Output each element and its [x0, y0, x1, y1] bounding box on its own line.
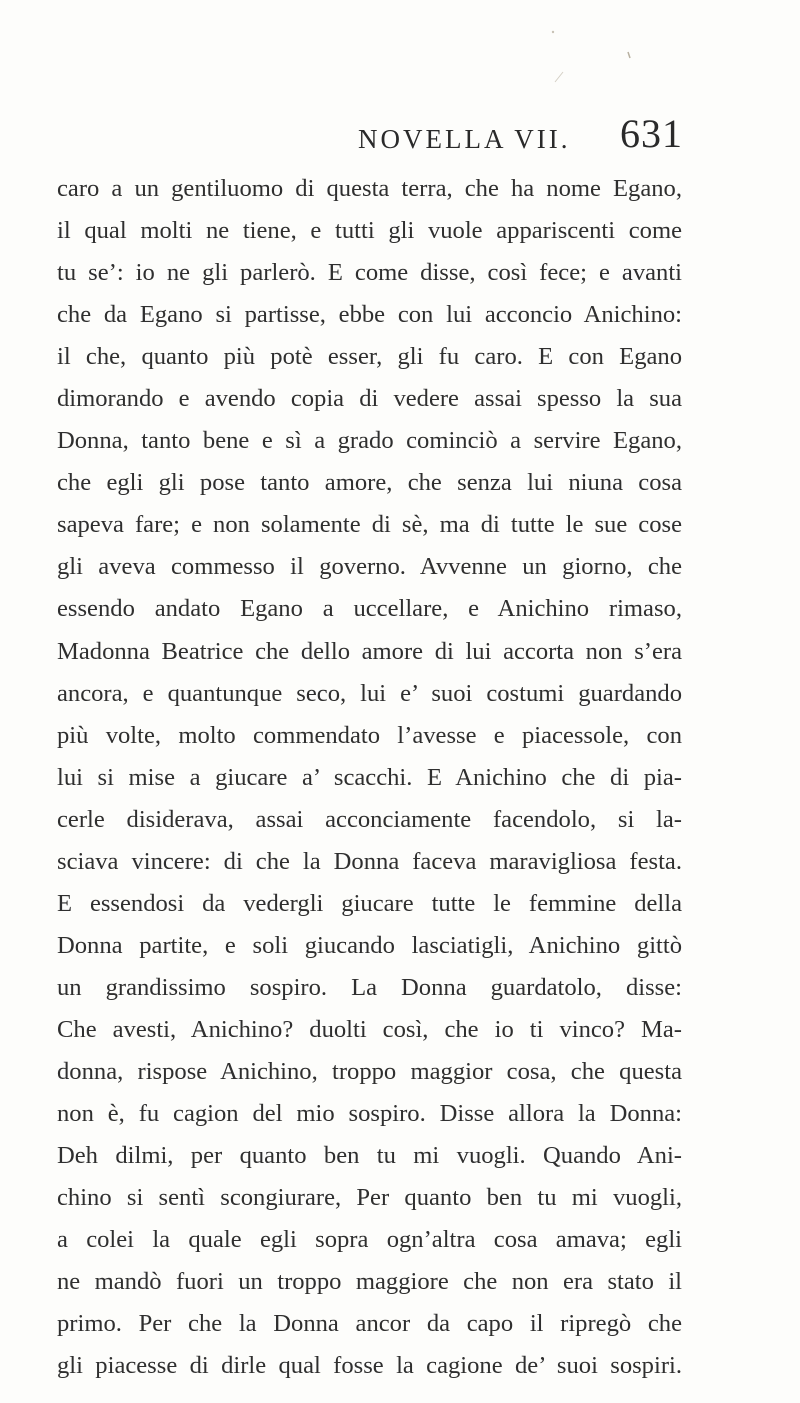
text-line: primo. Per che la Donna ancor da capo il ripregò che	[57, 1310, 682, 1338]
text-line: un grandissimo sospiro. La Donna guardatolo, disse:	[57, 973, 682, 1001]
text-line: chino si sentì scongiurare, Per quanto ben tu mi vuogli,	[57, 1184, 682, 1212]
text-line: gli piacesse di dirle qual fosse la cagione de’ suoi sospiri.	[57, 1352, 682, 1380]
text-line: donna, rispose Anichino, troppo maggior cosa, che questa	[57, 1057, 682, 1085]
running-title: NOVELLA VII.	[358, 124, 571, 154]
text-line: ancora, e quantunque seco, lui e’ suoi costumi guardando	[57, 679, 682, 707]
text-line: Madonna Beatrice che dello amore di lui accorta non s’era	[57, 637, 682, 665]
text-line: caro a un gentiluomo di questa terra, che ha nome Egano,	[57, 175, 682, 202]
text-line: Donna, tanto bene e sì a grado cominciò a servire Egano,	[57, 427, 682, 455]
speck-dot	[552, 31, 554, 33]
text-line: cerle disiderava, assai acconciamente facendolo, si la-	[57, 805, 682, 833]
text-line: sciava vincere: di che la Donna faceva maravigliosa festa.	[57, 847, 682, 875]
running-head	[0, 110, 800, 160]
text-line: ne mandò fuori un troppo maggiore che non era stato il	[57, 1268, 682, 1296]
text-body	[57, 168, 682, 1387]
text-line: che da Egano si partisse, ebbe con lui acconcio Anichino:	[57, 301, 682, 329]
page-number: 631	[620, 111, 683, 156]
text-line: tu se’: io ne gli parlerò. E come disse, così fece; e avanti	[57, 259, 682, 287]
text-line: E essendosi da vedergli giucare tutte le femmine della	[57, 889, 682, 917]
text-line: essendo andato Egano a uccellare, e Anichino rimaso,	[57, 595, 682, 623]
text-line: a colei la quale egli sopra ogn’altra cosa amava; egli	[57, 1226, 682, 1254]
text-line: che egli gli pose tanto amore, che senza lui niuna cosa	[57, 469, 682, 497]
text-line: Che avesti, Anichino? duolti così, che io ti vinco? Ma-	[57, 1015, 682, 1043]
text-line: gli aveva commesso il governo. Avvenne un giorno, che	[57, 553, 682, 581]
text-line: Deh dilmi, per quanto ben tu mi vuogli. Quando Ani-	[57, 1142, 682, 1170]
text-line: lui si mise a giucare a’ scacchi. E Anichino che di pia-	[57, 763, 682, 791]
speck-mark	[555, 72, 563, 82]
text-line: sapeva fare; e non solamente di sè, ma di tutte le sue cose	[57, 511, 682, 539]
text-line: non è, fu cagion del mio sospiro. Disse allora la Donna:	[57, 1100, 682, 1128]
text-line: più volte, molto commendato l’avesse e piacessole, con	[57, 721, 682, 749]
text-line: dimorando e avendo copia di vedere assai spesso la sua	[57, 385, 682, 413]
text-line: Donna partite, e soli giucando lasciatigli, Anichino gittò	[57, 931, 682, 959]
speck-mark	[628, 52, 630, 58]
text-line: il che, quanto più potè esser, gli fu caro. E con Egano	[57, 343, 682, 371]
text-line: il qual molti ne tiene, e tutti gli vuole appariscenti come	[57, 217, 682, 245]
